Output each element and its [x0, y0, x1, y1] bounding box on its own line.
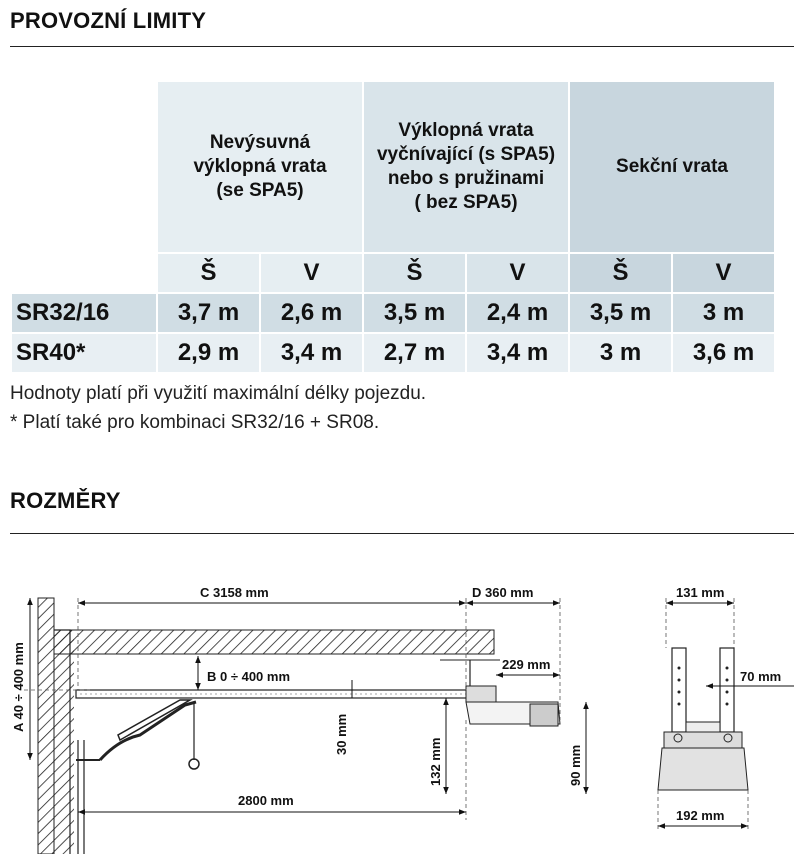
cell: 3,4 m — [261, 334, 362, 372]
limits-title: PROVOZNÍ LIMITY — [10, 8, 207, 33]
dims-title: ROZMĚRY — [10, 488, 121, 513]
note-2: * Platí také pro kombinaci SR32/16 + SR08. — [10, 412, 380, 433]
wall-ceiling — [38, 598, 494, 854]
side-view-drawing — [658, 648, 748, 790]
note-1: Hodnoty platí při využití maximální délky pojezdu. — [10, 383, 427, 404]
cell: 3 m — [673, 294, 774, 332]
sub-header: V — [673, 254, 774, 292]
dim-30: 30 mm — [334, 713, 349, 755]
dim-70: 70 mm — [740, 669, 782, 684]
dim-c: C 3158 mm — [200, 585, 269, 600]
dim-192: 192 mm — [676, 808, 725, 823]
cell: 2,4 m — [467, 294, 568, 332]
sub-header: Š — [570, 254, 671, 292]
cell: 2,7 m — [364, 334, 465, 372]
dim-229: 229 mm — [502, 657, 551, 672]
dim-90: 90 mm — [568, 744, 583, 786]
group-header-2: Výklopná vrata vyčnívající (s SPA5) nebo s pružinami ( bez SPA5) — [364, 82, 568, 252]
dim-d: D 360 mm — [472, 585, 534, 600]
cell: 3 m — [570, 334, 671, 372]
group-header-1: Nevýsuvná výklopná vrata (se SPA5) — [158, 82, 362, 252]
row-label: SR32/16 — [12, 294, 156, 332]
group-header-3: Sekční vrata — [570, 82, 774, 252]
sub-header: Š — [158, 254, 259, 292]
row-label: SR40* — [12, 334, 156, 372]
sub-header: V — [467, 254, 568, 292]
cell: 3,5 m — [570, 294, 671, 332]
cell: 3,6 m — [673, 334, 774, 372]
cell: 2,9 m — [158, 334, 259, 372]
cell: 3,7 m — [158, 294, 259, 332]
cell: 2,6 m — [261, 294, 362, 332]
dim-132: 132 mm — [428, 737, 443, 786]
dim-a: A 40 ÷ 400 mm — [11, 642, 26, 732]
sub-header: V — [261, 254, 362, 292]
door-arm — [76, 700, 199, 854]
dim-131: 131 mm — [676, 585, 725, 600]
dim-2800: 2800 mm — [238, 793, 294, 808]
sub-header: Š — [364, 254, 465, 292]
motor-unit — [466, 686, 560, 726]
dim-b: B 0 ÷ 400 mm — [207, 669, 291, 684]
cell: 3,4 m — [467, 334, 568, 372]
cell: 3,5 m — [364, 294, 465, 332]
